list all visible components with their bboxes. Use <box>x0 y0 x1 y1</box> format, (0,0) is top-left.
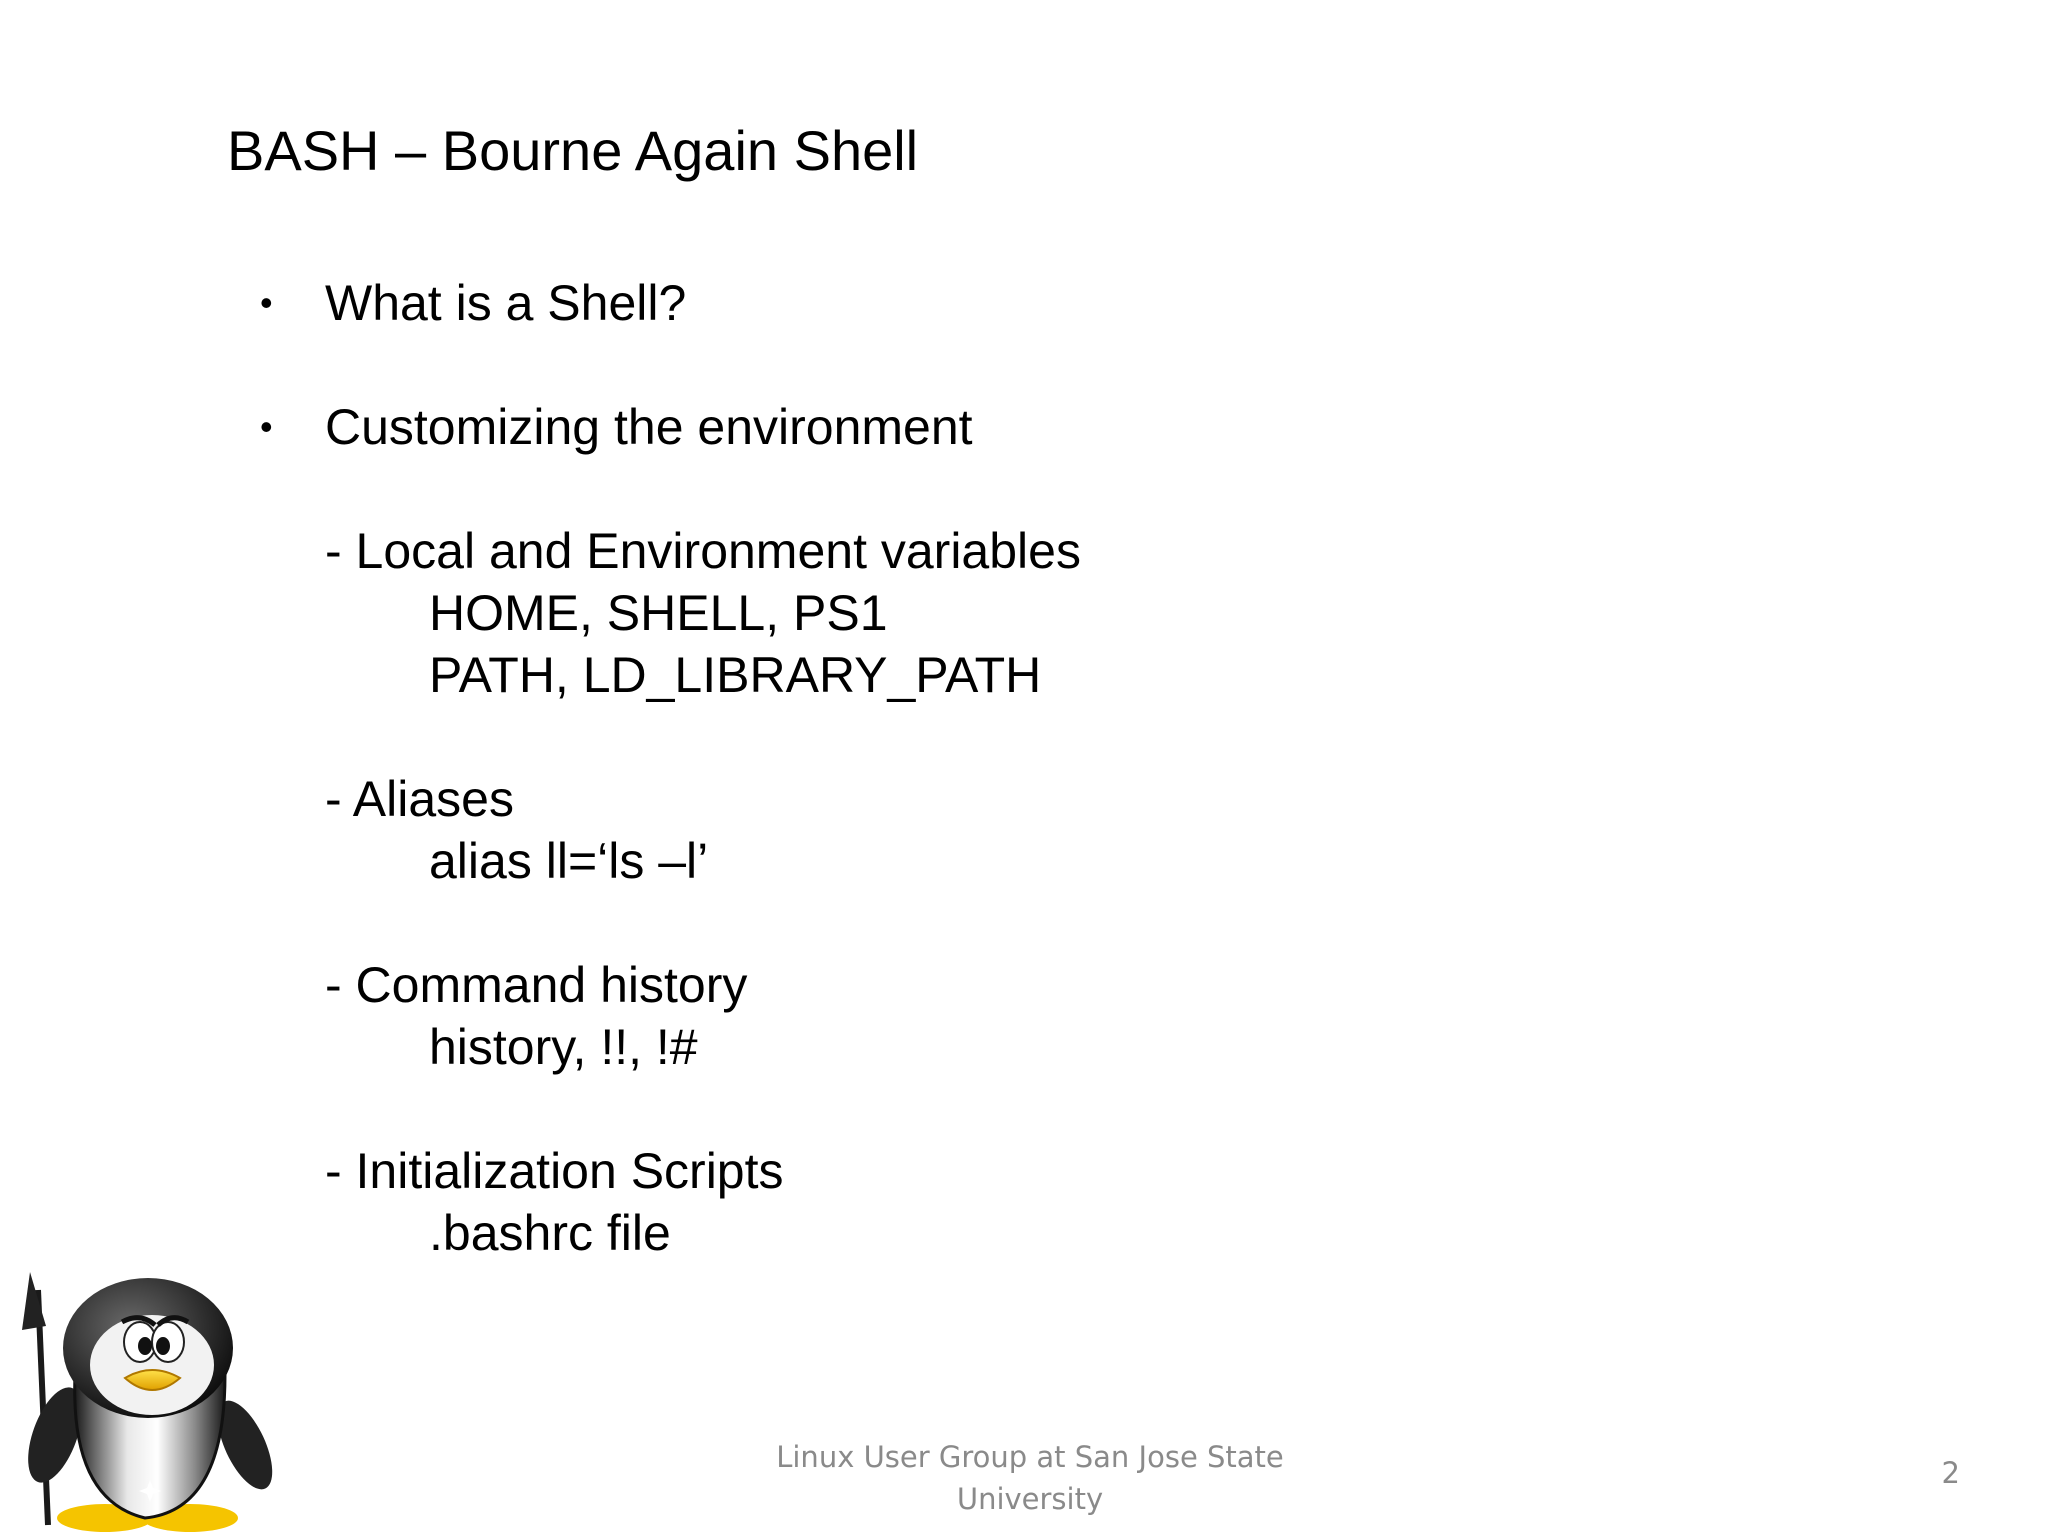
subsection-heading: - Local and Environment variables <box>325 523 1081 579</box>
bullet-dot: • <box>260 406 273 447</box>
footer-text <box>740 1436 1320 1520</box>
subsection-heading: - Command history <box>325 957 748 1013</box>
footer-line: Linux User Group at San Jose State <box>776 1440 1284 1474</box>
subsection-line: history, !!, !# <box>429 1019 698 1075</box>
bullet-dot: • <box>260 282 273 323</box>
bullet-item: What is a Shell? <box>325 275 687 331</box>
subsection-line: HOME, SHELL, PS1 <box>429 585 888 641</box>
subsection-line: alias ll=‘ls –l’ <box>429 833 709 889</box>
penguin-mascot-icon <box>0 1270 280 1536</box>
subsection-line: .bashrc file <box>429 1205 671 1261</box>
bullet-item: Customizing the environment <box>325 399 973 455</box>
slide-title: BASH – Bourne Again Shell <box>227 119 919 182</box>
footer-line: University <box>956 1482 1104 1516</box>
subsection-line: PATH, LD_LIBRARY_PATH <box>429 647 1042 703</box>
page-number: 2 <box>1941 1456 1960 1490</box>
subsection-heading: - Aliases <box>325 771 514 827</box>
subsection-heading: - Initialization Scripts <box>325 1143 784 1199</box>
